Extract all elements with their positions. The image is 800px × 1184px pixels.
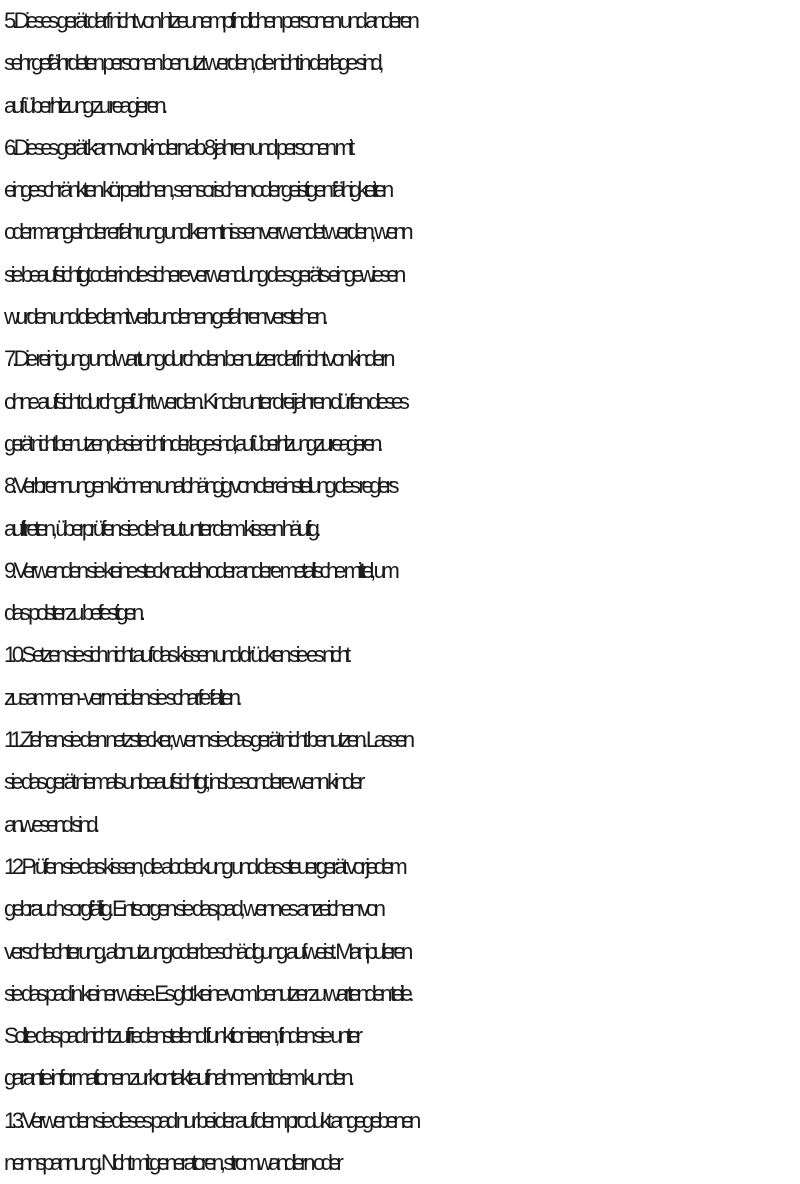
text-line: sie das pad in keiner weise. Es gibt keine vom benutzer zu wartenden teile. (4, 980, 411, 1006)
text-line: 12.Prüfen sie das kissen, die abdeckung und das steuergerät vor jedem (4, 853, 404, 879)
text-line: 5.Dieses gerät darf nicht von hitzeunempfindlichen personen und anderen (4, 8, 416, 33)
text-line: auftreten, überprüfen sie die haut unter dem kissen häufig. (4, 515, 318, 541)
text-line: gerät nicht benutzen, da sie nicht in der lage sind, auf überhitzung zu reagieren. (4, 430, 379, 456)
text-line: Sollte das pad nicht zufriedenstellend funktionieren, finden sie unter (4, 1023, 359, 1049)
text-line: 9.Verwenden sie keine stecknadeln oder andere metallische mittel, um (4, 557, 396, 583)
text-line: eingeschränkten körperlichen, sensorischen oder geistigen fähigkeiten (4, 177, 390, 203)
text-line: nennspannung. Nicht mit generatoren, stromwandlern oder (4, 1150, 340, 1176)
text-line: 6.Dieses gerät kann von kindern ab 8 jahren und personen mit (4, 134, 351, 160)
text-line: garantie informationen zur kontaktaufnahme mit dem kunden. (4, 1065, 351, 1091)
text-line: 7.Die reinigung und wartung durch den benutzer darf nicht von kindern (4, 346, 392, 372)
text-line: anwesend sind. (4, 811, 96, 837)
text-line: 8.Verbrennungen können unabhängig von der einstellung des reglers (4, 473, 396, 499)
text-line: 11.Ziehen sie den netzstecker, wenn sie das gerät nicht benutzen. Lassen (4, 727, 411, 753)
text-line: auf überhitzung zu reagieren. (4, 92, 165, 118)
text-line: sie das gerät niemals unbeaufsichtigt, insbesondere wenn kinder (4, 769, 362, 795)
text-line: gebrauch sorgfältig. Entsorgen sie das pad, wenn es anzeichen von (4, 896, 382, 922)
text-line: 13.Verwenden sie dieses pad nur bei der auf dem produkt angegebenen (4, 1107, 418, 1133)
text-line: zusammen - vermeiden sie scharfe falten. (4, 684, 239, 710)
instruction-text-block (4, 0, 800, 1184)
text-line: verschlechterung, abnutzung oder beschädigung aufweist. Manipulieren (4, 938, 409, 964)
text-line: ohne aufsicht durchgeführt werden. Kinder unter drei jahren dürfen dieses (4, 388, 406, 414)
text-line: 10.Setzen sie sich nicht auf das kissen und drücken sie es nicht (4, 642, 347, 668)
text-line: sehr gefährdeten personen benutzt werden, die nicht in der lage sind, (4, 50, 381, 76)
text-line: sie beaufsichtigt oder in die sichere verwendung des geräts eingewiesen (4, 261, 403, 287)
text-line: das polster zu befestigen. (4, 600, 142, 626)
text-line: oder mangelnder erfahrung und kenntnissen verwendet werden, wenn (4, 219, 410, 245)
text-line: wurden und die damit verbundenen gefahren verstehen. (4, 304, 325, 330)
